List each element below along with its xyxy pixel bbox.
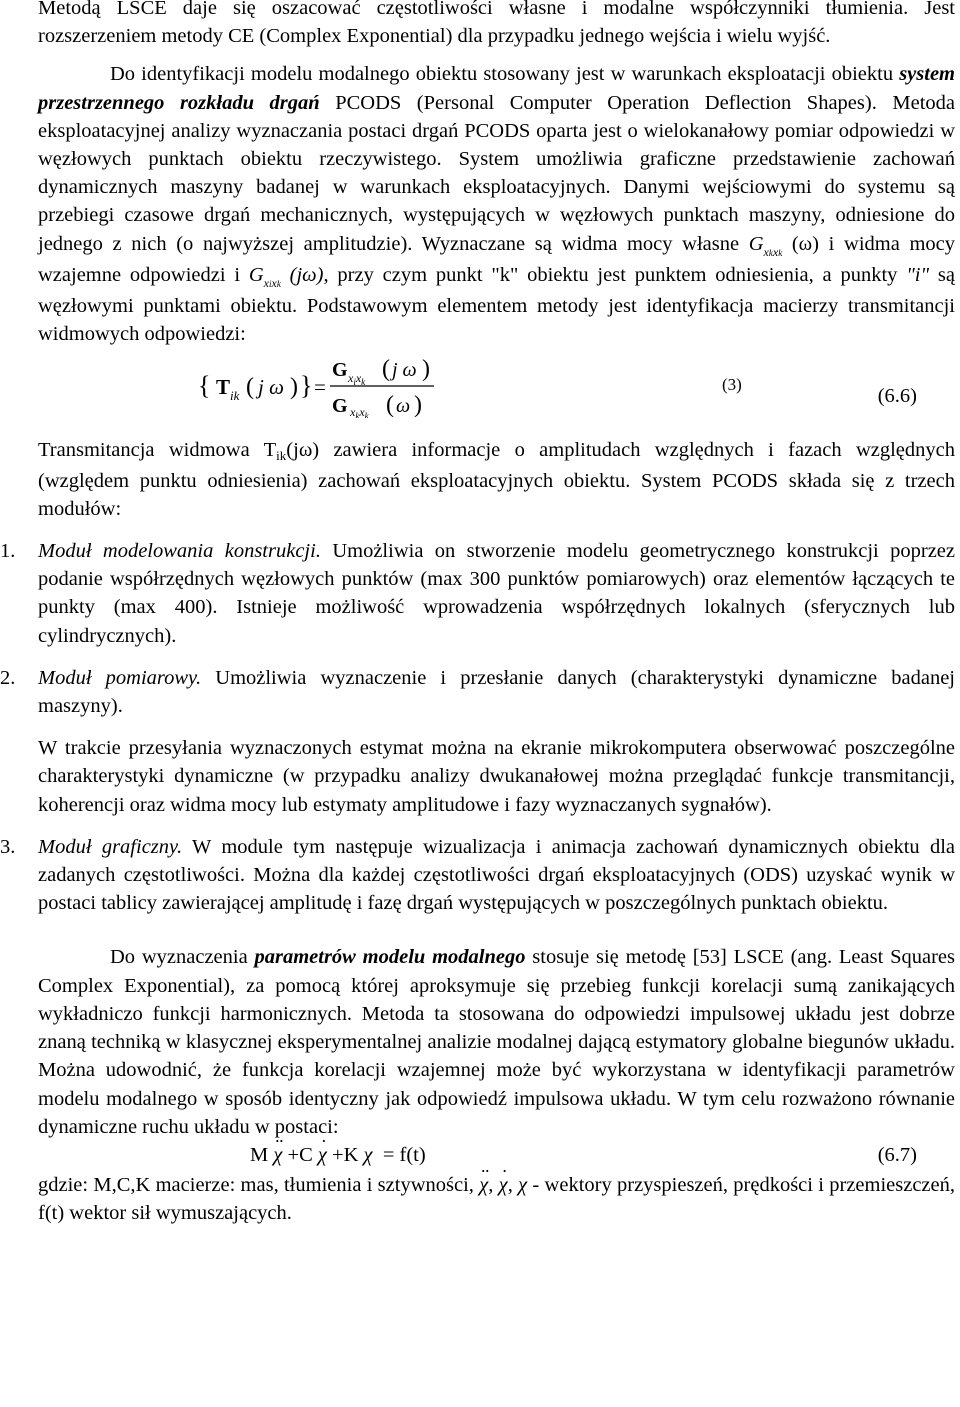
svg-text:xixk: $x_ix_k$ (348, 371, 366, 388)
paragraph-transmittance: Transmitancja widmowa Tik(jω) zawiera informacje o amplitudach względnych i fazach względnych (względem punktu odniesienia) zachowań eksploatacyjnych obiektu. System PCODS składa się z trzech modułów: (38, 439, 955, 520)
svg-text:(: ( (246, 374, 254, 401)
transmittance-matrix-formula (196, 350, 796, 418)
paragraph-where: gdzie: M,C,K macierze: mas, tłumienia i sztywności, ·· χ, · χ, χ - wektory przyspieszeń, prędkości i przemieszczeń, f(t) wektor sił wymuszających. (38, 1171, 955, 1227)
math-gxixk: $G_{xixk}$ (jω) (248, 263, 324, 290)
svg-text:): ) (290, 374, 298, 401)
paragraph-lsce-method: Do wyznaczenia parametrów modelu modalnego stosuje się metodę [53] LSCE (ang. Least Squares Complex Exponential), za pomocą której aproksymuje się przebieg funkcji korelacji sumą zanikających wykładniczo funkcji harmonicznych. Metoda ta stosowana do odpowiedzi impulsowej układu jest dobrze znaną techniką w klasycznej eksperymentalnej analizie modalnej dającą estymatory globalne biegunów układu. Można udowodnić, że funkcja korelacji wzajemnej może być wykorzystana w identyfikacji parametrów modelu modalnego w sposób identyczny jak odpowiedź impulsowa układu. W tym celu rozważono równanie dynamiczne ruchu układu w postaci: (38, 946, 955, 1138)
emphasis-pcods-term: system przestrzennego rozkładu drgań (38, 63, 955, 114)
svg-text:j ω: j ω (258, 375, 284, 400)
equation-of-motion: M ·· χ +C · χ +K χ = f(t) (250, 1141, 426, 1169)
equation-number-6-6: (6.6) (877, 385, 917, 408)
svg-text:xkxk: $x_kx_k$ (350, 405, 369, 419)
svg-text:(3): (3) (722, 375, 742, 395)
svg-text:{: { (198, 371, 211, 401)
math-gxkxk: $G_{xkxk}$ (ω) (748, 232, 820, 259)
svg-text:(: ( (382, 356, 390, 383)
formula-6-7 (38, 1141, 955, 1171)
svg-text:G: G (332, 395, 348, 418)
svg-text:ik: ik (230, 388, 240, 404)
list-item-modelling: 1. Moduł modelowania konstrukcji. Umożliwia on stworzenie modelu geometrycznego konstrukcji poprzez podanie współrzędnych węzłowych punktów (max 300 punktów pomiarowych) oraz elementów łączących te punkty (max 400). Istnieje możliwość wprowadzenia współrzędnych lokalnych (sferycznych lub cylindrycznych). (0, 540, 955, 647)
svg-text:j ω: j ω (392, 359, 417, 382)
emphasis-modal-parameters: parametrów modelu modalnego (254, 946, 526, 969)
svg-text:}: } (300, 371, 313, 401)
list-item-graphics: 3. Moduł graficzny. W module tym następuje wizualizacja i animacja zachowań dynamicznych obiektu dla zadanych częstotliwości. Można dla każdej częstotliwości drgań eksploatacyjnych (ODS) uzyskać wynik w postaci tablicy zawierającej amplitudę i fazę drgań występujących w poszczególnych punktach obiektu. (0, 835, 955, 915)
paragraph-lsce-intro: Metodą LSCE daje się oszacować częstotliwości własne i modalne współczynniki tłumienia. Jest rozszerzeniem metody CE (Complex Exponential) dla przypadku jednego wejścia i wielu wyjść. (38, 0, 955, 48)
svg-text:ω: ω (396, 395, 411, 418)
equation-number-6-7: (6.7) (877, 1143, 917, 1166)
svg-text:T: T (216, 375, 231, 400)
list-item-measurement: 2. Moduł pomiarowy. Umożliwia wyznaczenie i przesłanie danych (charakterystyki dynamiczne badanej maszyny). (0, 666, 955, 718)
svg-text:): ) (422, 356, 430, 383)
svg-text:): ) (414, 392, 422, 419)
paragraph-pcods: Do identyfikacji modelu modalnego obiektu stosowany jest w warunkach eksploatacji obiektu system przestrzennego rozkładu drgań PCODS (Personal Computer Operation Deflection Shapes). Metoda eksploatacyjnej analizy wyznaczania postaci drgań PCODS oparta jest o wielokanałowy pomiar odpowiedzi w węzłowych punktach obiektu rzeczywistego. System umożliwia graficzne przedstawienie zachowań dynamicznych maszyny badanej w warunkach eksploatacyjnych. Danymi wejściowymi do systemu są przebiegi czasowe drgań mechanicznych, występujących w węzłowych punktach maszyny, odniesione do jednego z nich (o najwyższej amplitudzie). Wyznaczane są widma mocy własne $G_{xkxk}$ (ω) i widma mocy wzajemne odpowiedzi i $G_{xixk}$ (jω), przy czym punkt "k" obiektu jest punktem odniesienia, a punkty "i" są węzłowymi punktami obiektu. Podstawowym elementem metody jest identyfikacja macierzy transmitancji widmowych odpowiedzi: (38, 63, 956, 346)
svg-text:(: ( (386, 392, 394, 419)
svg-text:=: = (314, 375, 326, 400)
formula-6-6 (38, 352, 955, 422)
paragraph-estimates: W trakcie przesyłania wyznaczonych estymat można na ekranie mikrokomputera obserwować poszczególne charakterystyki dynamiczne (w przypadku analizy dwukanałowej można przeglądać funkcje transmitancji, koherencji oraz widma mocy lub estymaty amplitudowe i fazy wyznaczanych sygnałów). (38, 737, 955, 816)
svg-text:G: G (332, 359, 348, 382)
